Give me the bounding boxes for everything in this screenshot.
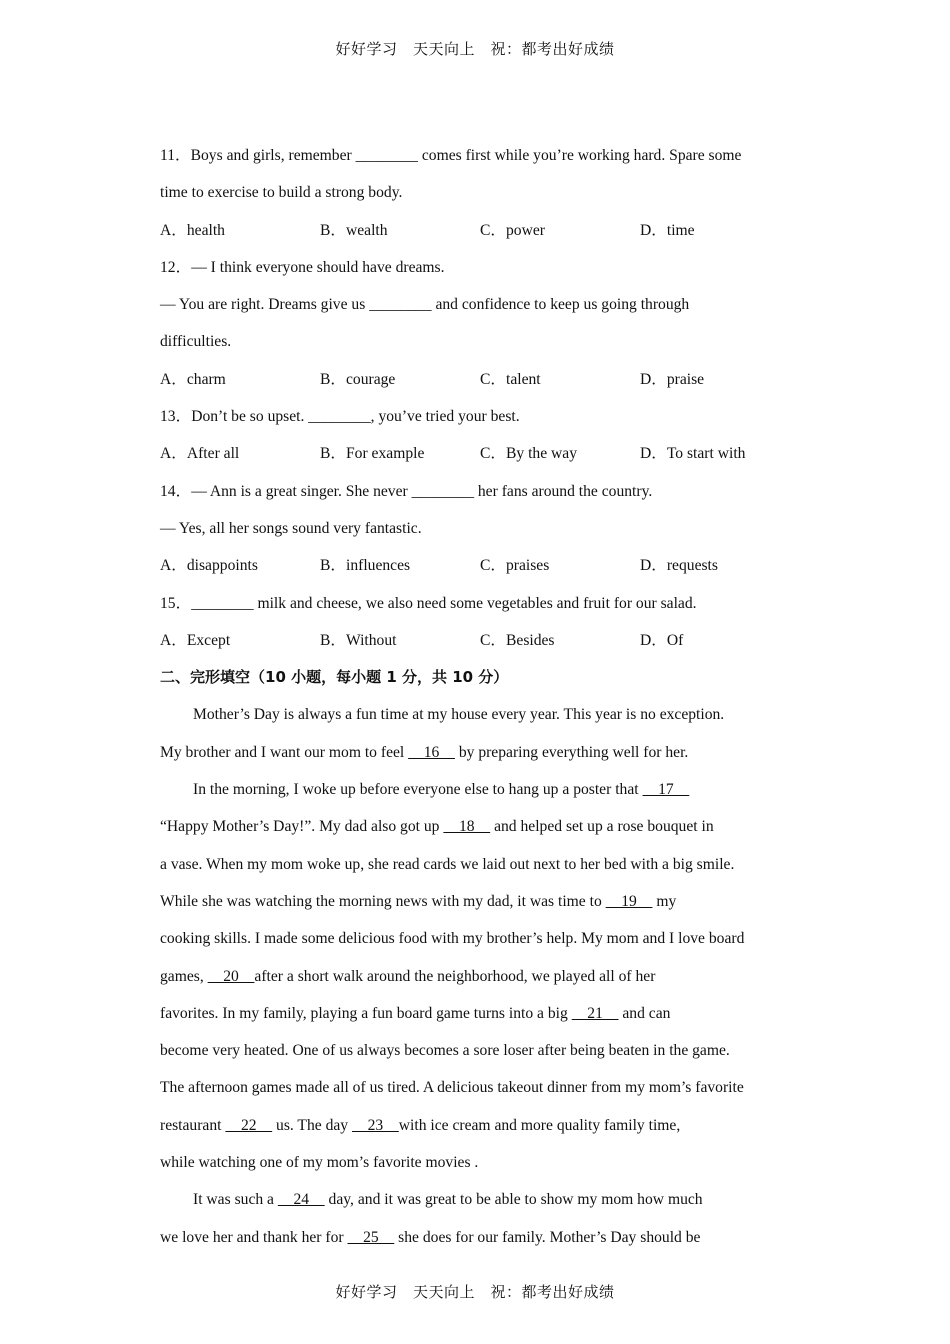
question-15 — [160, 585, 800, 660]
passage-line: In the morning, I woke up before everyone else to hang up a poster that 17 — [193, 781, 690, 799]
answer-options — [160, 622, 800, 659]
cloze-blank-21[interactable]: 21 — [571, 1004, 619, 1022]
cloze-passage — [160, 696, 800, 1255]
cloze-blank-17[interactable]: 17 — [642, 781, 690, 799]
question-line: 12．— I think everyone should have dreams. — [160, 258, 445, 276]
passage-line: While she was watching the morning news with my dad, it was time to 19 my — [160, 892, 677, 910]
question-line: — You are right. Dreams give us ________ and confidence to keep us going through — [160, 296, 690, 314]
page-footer: 好好学习 天天向上 祝：都考出好成绩 — [335, 1283, 615, 1301]
cloze-blank-16[interactable]: 16 — [408, 743, 455, 761]
answer-options — [160, 435, 800, 472]
option-c[interactable]: C．power — [480, 221, 545, 239]
passage-line: favorites. In my family, playing a fun board game turns into a big 21 and can — [160, 1004, 671, 1022]
question-line: 15．________ milk and cheese, we also need some vegetables and fruit for our salad. — [160, 594, 697, 612]
question-14 — [160, 473, 800, 585]
cloze-blank-22[interactable]: 22 — [225, 1116, 273, 1134]
passage-line: games, 20 after a short walk around the neighborhood, we played all of her — [160, 967, 656, 985]
answer-options — [160, 212, 800, 249]
passage-line: The afternoon games made all of us tired. A delicious takeout dinner from my mom’s favorite — [160, 1079, 744, 1097]
option-d[interactable]: D．Of — [640, 631, 684, 649]
question-13 — [160, 398, 800, 473]
cloze-blank-24[interactable]: 24 — [277, 1191, 325, 1209]
cloze-blank-20[interactable]: 20 — [207, 967, 255, 985]
question-12 — [160, 249, 800, 398]
passage-line: “Happy Mother’s Day!”. My dad also got up 18 and helped set up a rose bouquet in — [160, 818, 714, 836]
option-d[interactable]: D．praise — [640, 370, 705, 388]
option-a[interactable]: A．After all — [160, 445, 240, 463]
question-line: 13．Don’t be so upset. ________, you’ve tried your best. — [160, 408, 520, 426]
question-line: difficulties. — [160, 333, 232, 351]
passage-line: become very heated. One of us always becomes a sore loser after being beaten in the game. — [160, 1042, 730, 1060]
passage-line: My brother and I want our mom to feel 16 by preparing everything well for her. — [160, 743, 689, 761]
passage-line: we love her and thank her for 25 she does for our family. Mother’s Day should be — [160, 1228, 701, 1246]
answer-options — [160, 361, 800, 398]
question-line: time to exercise to build a strong body. — [160, 184, 403, 202]
question-line: — Yes, all her songs sound very fantastic. — [160, 519, 422, 537]
option-a[interactable]: A．charm — [160, 370, 226, 388]
question-11 — [160, 137, 800, 249]
exam-content — [160, 137, 800, 1256]
question-line: 11．Boys and girls, remember ________ comes first while you’re working hard. Spare some — [160, 147, 742, 164]
answer-options — [160, 547, 800, 584]
passage-line: restaurant 22 us. The day 23 with ice cream and more quality family time, — [160, 1116, 681, 1134]
passage-line: a vase. When my mom woke up, she read cards we laid out next to her bed with a big smile. — [160, 855, 735, 873]
option-c[interactable]: C．By the way — [480, 445, 578, 463]
option-c[interactable]: C．Besides — [480, 631, 555, 649]
option-b[interactable]: B．Without — [320, 631, 397, 649]
passage-line: Mother’s Day is always a fun time at my house every year. This year is no exception. — [193, 706, 725, 724]
cloze-blank-19[interactable]: 19 — [605, 892, 653, 910]
question-line: 14．— Ann is a great singer. She never ________ her fans around the country. — [160, 482, 653, 500]
option-a[interactable]: A．Except — [160, 631, 231, 649]
option-c[interactable]: C．talent — [480, 370, 541, 388]
option-b[interactable]: B．courage — [320, 370, 396, 388]
option-d[interactable]: D．To start with — [640, 445, 746, 463]
option-b[interactable]: B．wealth — [320, 221, 388, 239]
cloze-blank-23[interactable]: 23 — [352, 1116, 399, 1134]
option-a[interactable]: A．disappoints — [160, 557, 258, 575]
option-a[interactable]: A．health — [160, 221, 225, 239]
option-d[interactable]: D．requests — [640, 557, 718, 575]
option-b[interactable]: B．For example — [320, 445, 425, 463]
page-header: 好好学习 天天向上 祝：都考出好成绩 — [335, 40, 615, 58]
passage-line: while watching one of my mom’s favorite movies . — [160, 1154, 479, 1172]
cloze-blank-18[interactable]: 18 — [443, 818, 491, 836]
passage-line: cooking skills. I made some delicious food with my brother’s help. My mom and I love board — [160, 930, 745, 948]
cloze-blank-25[interactable]: 25 — [347, 1228, 395, 1246]
option-b[interactable]: B．influences — [320, 557, 411, 575]
passage-line: It was such a 24 day, and it was great to be able to show my mom how much — [193, 1191, 703, 1209]
option-c[interactable]: C．praises — [480, 557, 550, 575]
option-d[interactable]: D．time — [640, 221, 695, 239]
section-title: 二、完形填空（10 小题，每小题 1 分，共 10 分） — [160, 668, 509, 687]
